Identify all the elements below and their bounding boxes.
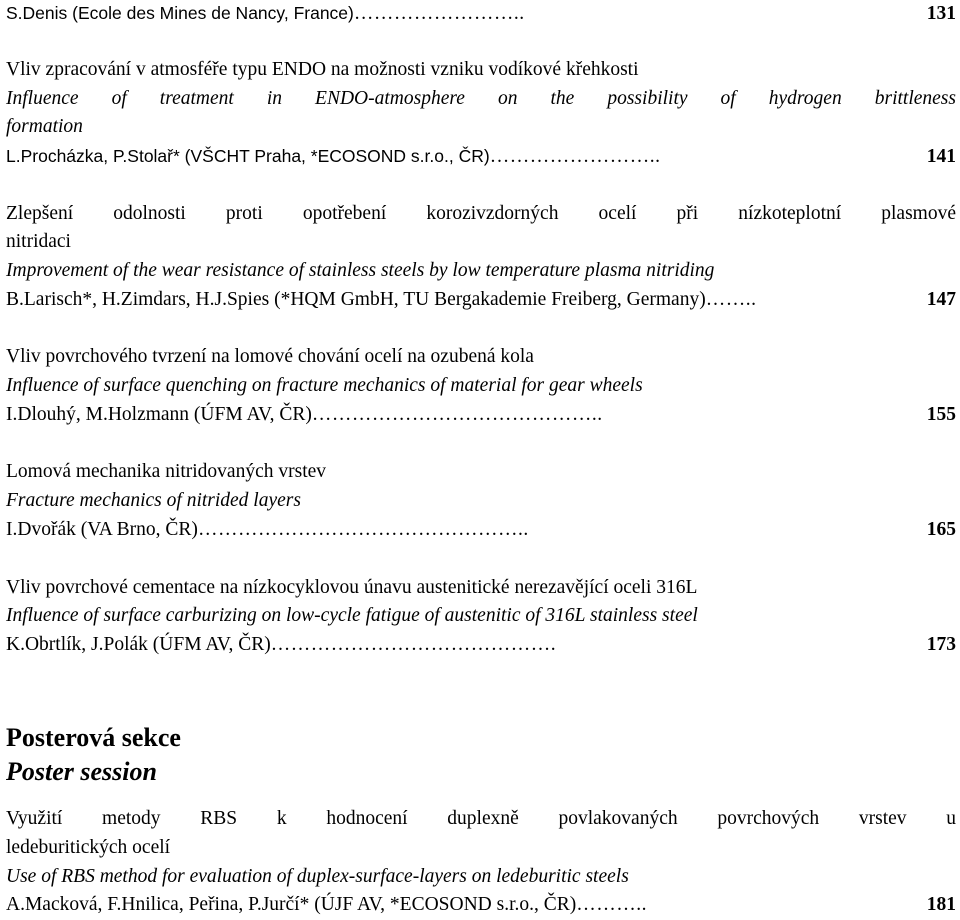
entry-title-cz: Využití metody RBS k hodnocení duplexně povlakovaných povrchových vrstev u xyxy=(6,808,956,829)
entry-authors: S.Denis (Ecole des Mines de Nancy, France) xyxy=(6,3,354,23)
section-heading-cz: Posterová sekce xyxy=(6,723,181,752)
toc-entry-obrtlik xyxy=(6,632,956,658)
toc-entry-denis xyxy=(6,0,956,26)
entry-authors: K.Obrtlík, J.Polák (ÚFM AV, ČR) xyxy=(6,634,271,655)
entry-authors: I.Dvořák (VA Brno, ČR) xyxy=(6,519,198,540)
page-number: 155 xyxy=(926,404,956,425)
toc-entry-dlouhy xyxy=(6,402,956,428)
entry-title-cz-cont: nitridaci xyxy=(6,231,71,252)
entry-title-en-cont: formation xyxy=(6,116,83,137)
page-number: 131 xyxy=(926,3,956,24)
entry-authors: I.Dlouhý, M.Holzmann (ÚFM AV, ČR) xyxy=(6,404,312,425)
toc-entry-dvorak xyxy=(6,517,956,543)
leader-dots: ……………………………………. xyxy=(270,634,557,655)
entry-title-cz-cont: ledeburitických ocelí xyxy=(6,837,171,858)
entry-authors: B.Larisch*, H.Zimdars, H.J.Spies (*HQM GmbH, TU Bergakademie Freiberg, Germany) xyxy=(6,289,706,310)
section-heading-en: Poster session xyxy=(6,757,157,786)
leader-dots: …………………….. xyxy=(353,3,525,24)
entry-title-cz: Zlepšení odolnosti proti opotřebení korozivzdorných ocelí při nízkoteplotní plasmové xyxy=(6,203,956,224)
entry-title-en: Influence of surface quenching on fracture mechanics of material for gear wheels xyxy=(6,375,643,396)
toc-entry-mackova xyxy=(6,892,956,918)
page-number: 165 xyxy=(926,519,956,540)
entry-title-cz: Vliv povrchového tvrzení na lomové chování ocelí na ozubená kola xyxy=(6,346,534,367)
entry-title-en: Use of RBS method for evaluation of duplex-surface-layers on ledeburitic steels xyxy=(6,866,629,887)
entry-title-en: Improvement of the wear resistance of stainless steels by low temperature plasma nitriding xyxy=(6,260,715,281)
entry-title-en: Fracture mechanics of nitrided layers xyxy=(6,490,301,511)
page-number: 141 xyxy=(926,146,956,167)
page-number: 147 xyxy=(926,289,956,310)
leader-dots: ……….. xyxy=(576,894,648,915)
entry-authors: A.Macková, F.Hnilica, Peřina, P.Jurčí* (ÚJF AV, *ECOSOND s.r.o., ČR) xyxy=(6,894,577,915)
toc-entry-prochazka xyxy=(6,143,956,169)
leader-dots: ………………………………………….. xyxy=(197,519,529,540)
page-number: 173 xyxy=(926,634,956,655)
page-number: 181 xyxy=(926,894,956,915)
leader-dots: …………………………………….. xyxy=(311,404,603,425)
entry-title-cz: Vliv zpracování v atmosféře typu ENDO na možnosti vzniku vodíkové křehkosti xyxy=(6,59,639,80)
entry-title-cz: Vliv povrchové cementace na nízkocyklovou únavu austenitické nerezavějící oceli 316L xyxy=(6,577,698,598)
entry-title-en: Influence of treatment in ENDO-atmosphere on the possibility of hydrogen brittleness xyxy=(6,88,956,109)
leader-dots: …….. xyxy=(705,289,757,310)
entry-authors: L.Procházka, P.Stolař* (VŠCHT Praha, *ECOSOND s.r.o., ČR) xyxy=(6,146,490,166)
toc-entry-larisch xyxy=(6,287,956,313)
entry-title-en: Influence of surface carburizing on low-cycle fatigue of austenitic of 316L stainless steel xyxy=(6,605,698,626)
entry-title-cz: Lomová mechanika nitridovaných vrstev xyxy=(6,461,327,482)
leader-dots: …………………….. xyxy=(489,146,661,167)
